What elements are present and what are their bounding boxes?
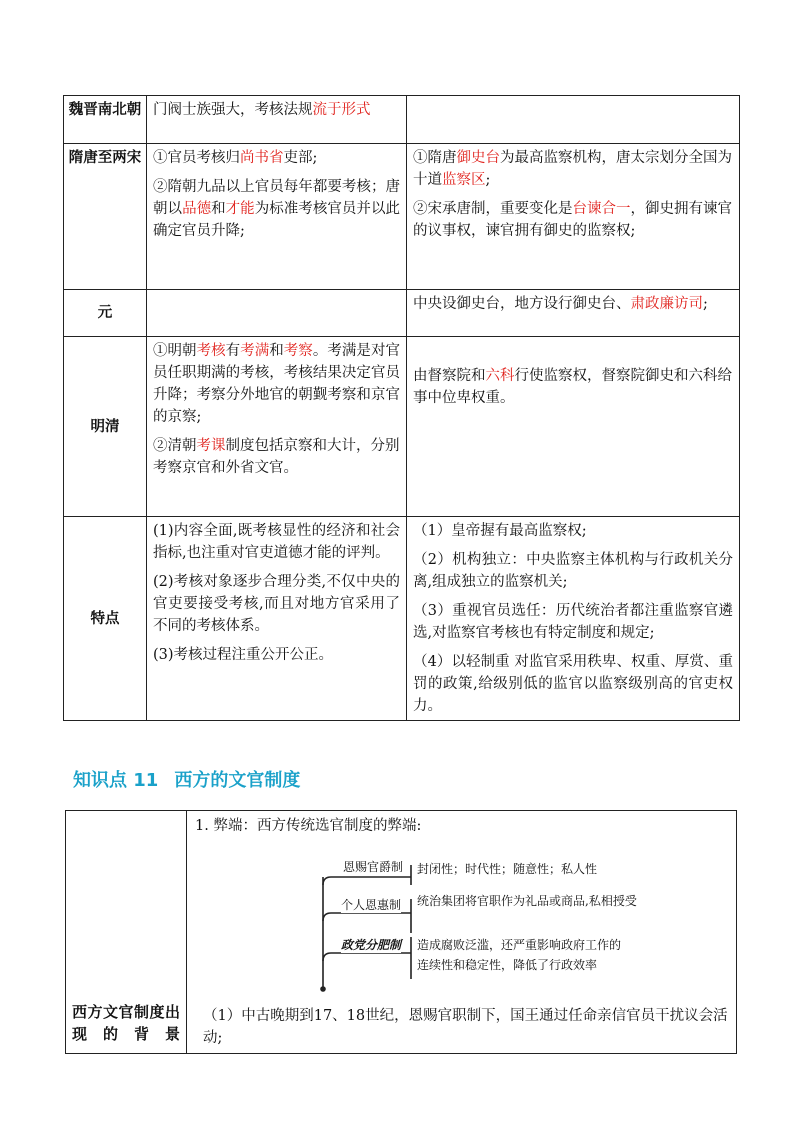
table-row	[64, 144, 740, 290]
content-cell	[187, 811, 737, 1054]
western-civil-service-table	[65, 810, 737, 1054]
table-row	[64, 96, 740, 144]
paragraph: (2)考核对象逐步合理分类,不仅中央的官吏要接受考核,而且对地方官采用了不同的考核体系。	[153, 574, 400, 634]
era-cell: 隋唐至两宋	[64, 144, 147, 290]
paragraph: （2）机构独立：中央监察主体机构与行政机关分离,组成独立的监察机关;	[413, 552, 733, 590]
paragraph: (3)考核过程注重公开公正。	[153, 647, 334, 663]
paragraph: ②宋承唐制，重要变化是台谏合一，御史拥有谏官的议事权，谏官拥有御史的监察权;	[413, 201, 732, 239]
era-cell: 元	[64, 290, 147, 337]
assessment-cell	[147, 517, 407, 721]
supervision-cell	[407, 96, 740, 144]
section-title: 西方的文官制度	[174, 770, 301, 791]
table-row	[64, 290, 740, 337]
assessment-cell	[147, 290, 407, 337]
diagram-desc: 造成腐败泛滥，还严重影响政府工作的连续性和稳定性，降低了行政效率	[417, 938, 622, 972]
assessment-cell	[147, 144, 407, 290]
diagram-desc: 封闭性；时代性；随意性；私人性	[417, 862, 598, 876]
paragraph: ②隋朝九品以上官员每年都要考核；唐朝以品德和才能为标准考核官员并以此确定官员升降;	[153, 179, 400, 239]
table-row	[64, 517, 740, 721]
paragraph: （3）重视官员选任：历代统治者都注重监察官遴选,对监察官考核也有特定制度和规定;	[413, 603, 733, 641]
paragraph: （4）以轻制重 对监官采用秩卑、权重、厚赏、重罚的政策,给级别低的监官以监察级别高的官吏权力。	[413, 654, 733, 714]
era-cell: 魏晋南北朝	[64, 96, 147, 144]
supervision-cell	[407, 517, 740, 721]
paragraph: ①隋唐御史台为最高监察机构，唐太宗划分全国为十道监察区;	[413, 150, 732, 188]
paragraph: ①官员考核归尚书省吏部;	[153, 150, 318, 166]
section-heading	[73, 766, 300, 792]
diagram-desc: 统治集团将官职作为礼品或商品,私相授受	[417, 894, 637, 908]
era-cell: 特点	[64, 517, 147, 721]
exam-supervision-table	[63, 95, 740, 721]
paragraph: ①明朝考核有考满和考察。考满是对官员任职期满的考核，考核结果决定官员升降；考察分外地官的朝觐考察和京官的京察;	[153, 343, 400, 425]
section-number: 知识点 11	[73, 770, 159, 791]
paragraph: （1）皇帝握有最高监察权;	[413, 523, 587, 539]
supervision-cell: 由督察院和六科行使监察权，督察院御史和六科给事中位卑权重。	[407, 337, 740, 517]
supervision-cell	[407, 144, 740, 290]
diagram-node: 政党分肥制	[341, 938, 402, 952]
supervision-cell: 中央设御史台，地方设行御史台、肃政廉访司;	[407, 290, 740, 337]
assessment-cell: 门阀士族强大，考核法规流于形式	[147, 96, 407, 144]
paragraph: (1)内容全面,既考核显性的经济和社会指标,也注重对官吏道德才能的评判。	[153, 523, 400, 561]
diagram-node: 个人恩惠制	[341, 898, 402, 912]
era-cell: 明清	[64, 337, 147, 517]
sub-point: （1）中古晚期到17、18世纪，恩赐官职制下，国王通过任命亲信官员干扰议会活动;	[203, 1008, 728, 1046]
diagram-node: 恩赐官爵制	[343, 860, 404, 874]
point-heading: 1. 弊端：西方传统选官制度的弊端:	[195, 818, 422, 834]
row-label: 西方文官制度出现的背景	[66, 811, 187, 1054]
table-row	[64, 337, 740, 517]
assessment-cell	[147, 337, 407, 517]
paragraph: ②清朝考课制度包括京察和大计，分别考察京官和外省文官。	[153, 438, 400, 476]
drawback-diagram	[195, 841, 728, 999]
